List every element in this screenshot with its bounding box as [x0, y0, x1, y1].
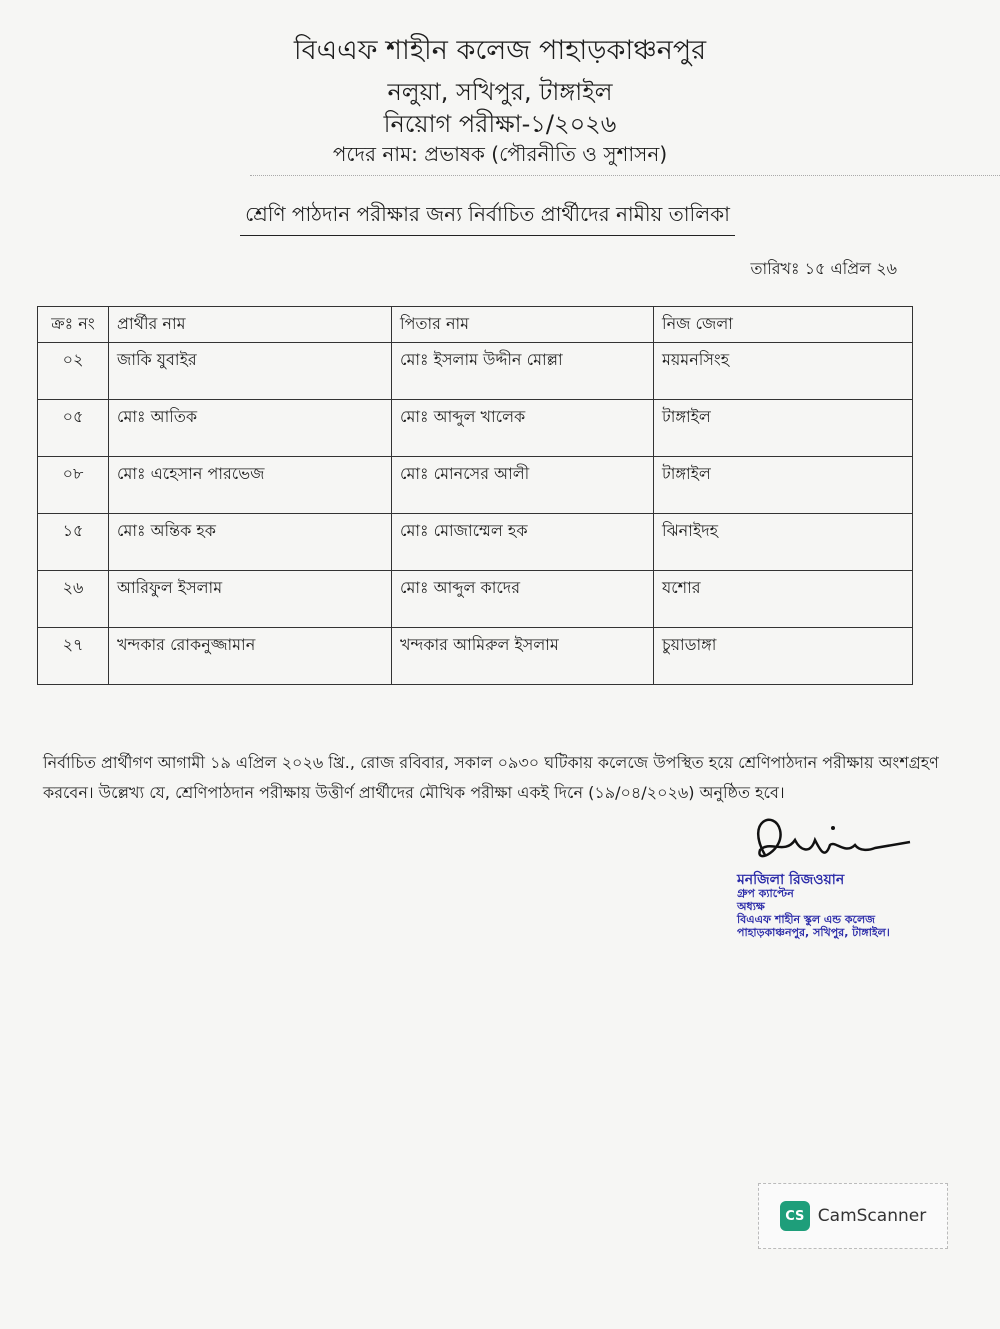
camscanner-text: CamScanner [817, 1206, 927, 1226]
serial: ০২ [38, 343, 109, 400]
signatory-place: পাহাড়কাঞ্চনপুর, সখিপুর, টাঙ্গাইল। [737, 926, 890, 939]
table-row [38, 628, 913, 685]
candidate-table [37, 306, 913, 685]
signature-block [735, 810, 965, 939]
col-district: নিজ জেলা [654, 307, 913, 343]
serial: ১৫ [38, 514, 109, 571]
candidate-name: মোঃ আতিক [109, 400, 392, 457]
col-serial: ক্রঃ নং [38, 307, 109, 343]
signatory-rank: গ্রুপ ক্যাপ্টেন [737, 887, 794, 900]
date: তারিখঃ ১৫ এপ্রিল ২৬ [750, 259, 897, 278]
post-name: পদের নাম: প্রভাষক (পৌরনীতি ও সুশাসন) [332, 142, 668, 166]
candidate-name: আরিফুল ইসলাম [109, 571, 392, 628]
serial: ০৮ [38, 457, 109, 514]
col-father: পিতার নাম [392, 307, 654, 343]
district: টাঙ্গাইল [654, 400, 913, 457]
institution-address: নলুয়া, সখিপুর, টাঙ্গাইল [387, 78, 613, 106]
district: যশোর [654, 571, 913, 628]
table-row [38, 400, 913, 457]
father-name: মোঃ ইসলাম উদ্দীন মোল্লা [392, 343, 654, 400]
signatory-designation: অধ্যক্ষ [737, 900, 765, 913]
exam-title: নিয়োগ পরীক্ষা-১/২০২৬ [383, 110, 617, 138]
notice-text: নির্বাচিত প্রার্থীগণ আগামী ১৯ এপ্রিল ২০২৬ খ্রি., রোজ রবিবার, সকাল ০৯৩০ ঘটিকায় কলেজে উপস্থিত হয়ে শ্রেণিপাঠদান পরীক্ষায় অংশগ্রহণ করবেন। উল্লেখ্য যে, শ্রেণিপাঠদান পরীক্ষায় উত্তীর্ণ প্রার্থীদের মৌখিক পরীক্ষা একই দিনে (১৯/০৪/২০২৬) অনুষ্ঠিত হবে। [43, 753, 939, 802]
district: ঝিনাইদহ [654, 514, 913, 571]
serial: ০৫ [38, 400, 109, 457]
table-row [38, 514, 913, 571]
candidate-name: মোঃ এহেসান পারভেজ [109, 457, 392, 514]
institution-name: বিএএফ শাহীন কলেজ পাহাড়কাঞ্চনপুর [293, 35, 707, 66]
serial: ২৭ [38, 628, 109, 685]
district: টাঙ্গাইল [654, 457, 913, 514]
table-row [38, 343, 913, 400]
divider [250, 175, 1000, 176]
district: চুয়াডাঙ্গা [654, 628, 913, 685]
table-header-row [38, 307, 913, 343]
col-candidate: প্রার্থীর নাম [109, 307, 392, 343]
father-name: মোঃ মোনসের আলী [392, 457, 654, 514]
serial: ২৬ [38, 571, 109, 628]
father-name: মোঃ আব্দুল কাদের [392, 571, 654, 628]
signatory-org: বিএএফ শাহীন স্কুল এন্ড কলেজ [737, 913, 875, 926]
candidate-name: মোঃ অন্তিক হক [109, 514, 392, 571]
camscanner-logo-icon: CS [780, 1201, 810, 1231]
father-name: খন্দকার আমিরুল ইসলাম [392, 628, 654, 685]
camscanner-watermark [758, 1183, 948, 1249]
list-title: শ্রেণি পাঠদান পরীক্ষার জন্য নির্বাচিত প্রার্থীদের নামীয় তালিকা [240, 200, 735, 236]
signature-image [735, 810, 935, 870]
official-stamp [737, 874, 965, 939]
district: ময়মনসিংহ [654, 343, 913, 400]
candidate-name: জাকি যুবাইর [109, 343, 392, 400]
table-row [38, 571, 913, 628]
father-name: মোঃ মোজাম্মেল হক [392, 514, 654, 571]
signatory-name: মনজিলা রিজওয়ান [737, 872, 845, 888]
father-name: মোঃ আব্দুল খালেক [392, 400, 654, 457]
candidate-name: খন্দকার রোকনুজ্জামান [109, 628, 392, 685]
table-row [38, 457, 913, 514]
